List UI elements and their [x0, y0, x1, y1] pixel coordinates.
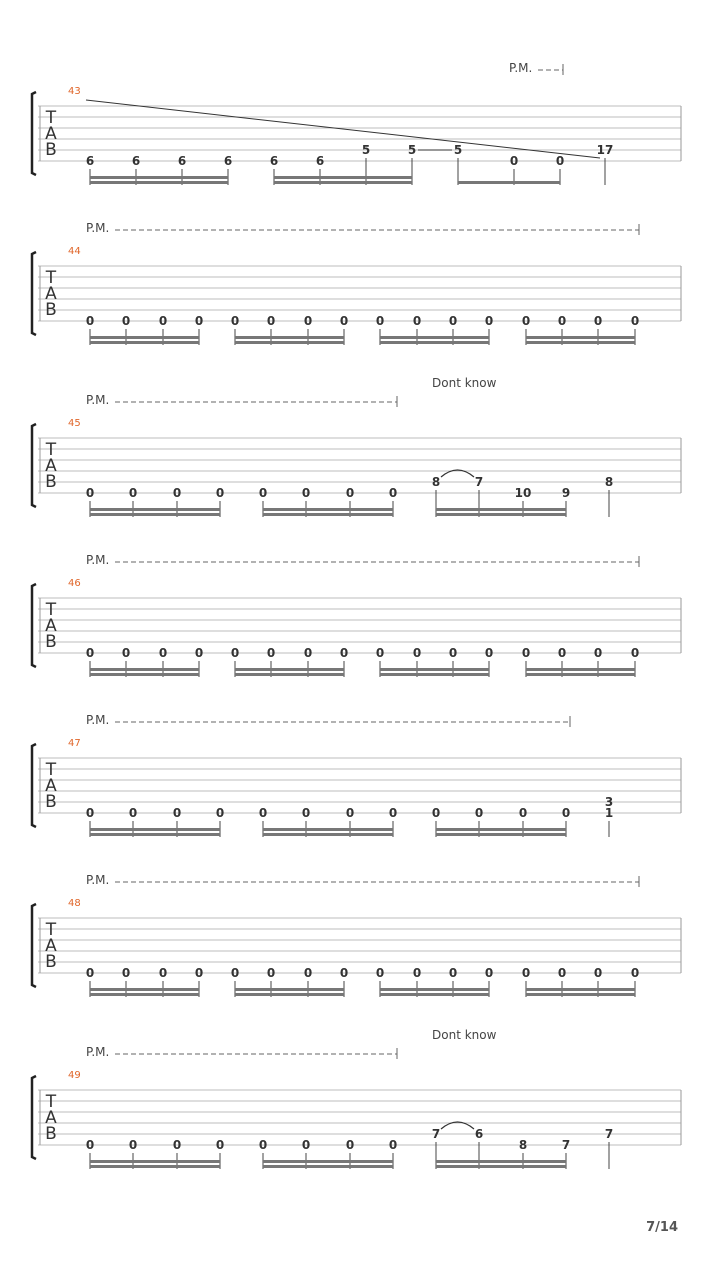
fret-number: 0 [230, 966, 240, 980]
fret-number: 0 [301, 1138, 311, 1152]
fret-number: 0 [303, 646, 313, 660]
fret-number: 0 [630, 314, 640, 328]
tab-clef-letter: A [45, 1108, 57, 1128]
fret-number: 0 [85, 486, 95, 500]
fret-number: 7 [474, 475, 484, 489]
fret-number: 0 [484, 314, 494, 328]
note-beam [263, 833, 393, 836]
slide-line [86, 100, 600, 158]
fret-number: 0 [339, 314, 349, 328]
note-beam [90, 993, 199, 996]
fret-number: 0 [375, 646, 385, 660]
system-bracket [32, 1076, 36, 1159]
measure-number: 49 [68, 1070, 81, 1081]
note-beam [235, 336, 344, 339]
tab-clef-letter: B [45, 472, 57, 492]
note-beam [458, 181, 560, 184]
fret-number: 6 [223, 154, 233, 168]
fret-number: 0 [266, 966, 276, 980]
fret-number: 0 [172, 806, 182, 820]
fret-number: 0 [303, 966, 313, 980]
fret-number: 0 [448, 966, 458, 980]
tab-clef-letter: A [45, 936, 57, 956]
note-beam [235, 668, 344, 671]
fret-number: 0 [521, 314, 531, 328]
fret-number: 0 [258, 806, 268, 820]
measure-number: 48 [68, 898, 81, 909]
fret-number: 0 [85, 1138, 95, 1152]
fret-number: 0 [230, 314, 240, 328]
note-beam [526, 341, 635, 344]
note-beam [90, 988, 199, 991]
tab-clef-letter: A [45, 284, 57, 304]
fret-number: 0 [194, 646, 204, 660]
note-beam [235, 993, 344, 996]
fret-number: 8 [518, 1138, 528, 1152]
palm-mute-label: P.M. [86, 1045, 110, 1059]
note-beam [436, 828, 566, 831]
note-beam [526, 668, 635, 671]
system-bracket [32, 424, 36, 507]
note-beam [90, 341, 199, 344]
fret-number: 1 [604, 806, 614, 820]
fret-number: 0 [301, 806, 311, 820]
fret-number: 0 [431, 806, 441, 820]
fret-number: 0 [128, 486, 138, 500]
fret-number: 8 [604, 475, 614, 489]
tab-clef-letter: T [45, 920, 57, 940]
fret-number: 0 [448, 646, 458, 660]
note-beam [380, 673, 489, 676]
note-beam [380, 341, 489, 344]
tab-clef-letter: T [45, 108, 57, 128]
fret-number: 0 [412, 314, 422, 328]
tab-clef-letter: B [45, 140, 57, 160]
fret-number: 0 [557, 646, 567, 660]
fret-number: 0 [121, 314, 131, 328]
note-beam [526, 673, 635, 676]
fret-number: 0 [128, 806, 138, 820]
note-beam [274, 176, 412, 179]
tab-clef-letter: A [45, 124, 57, 144]
note-beam [526, 988, 635, 991]
note-beam [380, 668, 489, 671]
fret-number: 6 [315, 154, 325, 168]
fret-number: 0 [561, 806, 571, 820]
note-beam [90, 668, 199, 671]
palm-mute-label: P.M. [509, 61, 533, 75]
note-beam [90, 673, 199, 676]
note-beam [380, 993, 489, 996]
tab-clef-letter: T [45, 760, 57, 780]
tab-clef-letter: A [45, 776, 57, 796]
fret-number: 0 [593, 646, 603, 660]
palm-mute-label: P.M. [86, 713, 110, 727]
note-beam [526, 993, 635, 996]
fret-number: 0 [258, 486, 268, 500]
palm-mute-label: P.M. [86, 393, 110, 407]
measure-number: 45 [68, 418, 81, 429]
measure-number: 43 [68, 86, 81, 97]
fret-number: 0 [484, 646, 494, 660]
page-number: 7/14 [646, 1220, 678, 1235]
fret-number: 0 [215, 806, 225, 820]
measure-number: 46 [68, 578, 81, 589]
fret-number: 5 [407, 143, 417, 157]
fret-number: 7 [604, 1127, 614, 1141]
fret-number: 6 [269, 154, 279, 168]
note-beam [380, 988, 489, 991]
fret-number: 0 [557, 966, 567, 980]
fret-number: 7 [431, 1127, 441, 1141]
fret-number: 0 [339, 966, 349, 980]
fret-number: 0 [521, 646, 531, 660]
fret-number: 0 [121, 966, 131, 980]
note-beam [436, 1160, 566, 1163]
palm-mute-label: P.M. [86, 873, 110, 887]
fret-number: 0 [345, 806, 355, 820]
fret-number: 0 [388, 806, 398, 820]
fret-number: 0 [194, 314, 204, 328]
note-beam [235, 341, 344, 344]
tab-clef-letter: A [45, 616, 57, 636]
note-beam [235, 988, 344, 991]
system-bracket [32, 92, 36, 175]
fret-number: 0 [557, 314, 567, 328]
tab-clef-letter: T [45, 440, 57, 460]
fret-number: 10 [514, 486, 532, 500]
fret-number: 0 [412, 646, 422, 660]
fret-number: 0 [412, 966, 422, 980]
fret-number: 0 [345, 486, 355, 500]
fret-number: 0 [215, 1138, 225, 1152]
fret-number: 0 [484, 966, 494, 980]
system-bracket [32, 252, 36, 335]
fret-number: 6 [177, 154, 187, 168]
note-beam [90, 508, 220, 511]
note-beam [380, 336, 489, 339]
note-beam [90, 1160, 220, 1163]
tab-clef-letter: T [45, 600, 57, 620]
fret-number: 0 [85, 646, 95, 660]
note-beam [90, 181, 228, 184]
note-beam [90, 336, 199, 339]
note-beam [90, 828, 220, 831]
fret-number: 0 [128, 1138, 138, 1152]
fret-number: 0 [85, 966, 95, 980]
note-beam [90, 176, 228, 179]
fret-number: 0 [172, 1138, 182, 1152]
fret-number: 0 [345, 1138, 355, 1152]
note-beam [90, 1165, 220, 1168]
tab-clef-letter: T [45, 268, 57, 288]
note-beam [90, 833, 220, 836]
fret-number: 0 [448, 314, 458, 328]
note-beam [436, 1165, 566, 1168]
fret-number: 6 [474, 1127, 484, 1141]
note-beam [263, 1165, 393, 1168]
tab-clef-letter: B [45, 1124, 57, 1144]
annotation-text: Dont know [432, 376, 497, 390]
fret-number: 0 [266, 314, 276, 328]
tab-clef-letter: B [45, 632, 57, 652]
fret-number: 0 [518, 806, 528, 820]
note-beam [263, 828, 393, 831]
fret-number: 0 [339, 646, 349, 660]
measure-number: 44 [68, 246, 81, 257]
tab-clef-letter: B [45, 300, 57, 320]
measure-number: 47 [68, 738, 81, 749]
fret-number: 17 [596, 143, 614, 157]
fret-number: 0 [158, 646, 168, 660]
fret-number: 6 [131, 154, 141, 168]
note-beam [274, 181, 412, 184]
note-beam [90, 513, 220, 516]
fret-number: 0 [509, 154, 519, 168]
fret-number: 0 [194, 966, 204, 980]
tab-clef-letter: A [45, 456, 57, 476]
fret-number: 8 [431, 475, 441, 489]
tab-clef-letter: B [45, 952, 57, 972]
fret-number: 0 [301, 486, 311, 500]
fret-number: 0 [158, 966, 168, 980]
palm-mute-label: P.M. [86, 221, 110, 235]
system-bracket [32, 584, 36, 667]
note-beam [263, 508, 393, 511]
note-beam [526, 336, 635, 339]
tab-clef-letter: T [45, 1092, 57, 1112]
fret-number: 0 [303, 314, 313, 328]
fret-number: 0 [593, 314, 603, 328]
fret-number: 0 [474, 806, 484, 820]
fret-number: 0 [85, 314, 95, 328]
fret-number: 5 [361, 143, 371, 157]
fret-number: 0 [521, 966, 531, 980]
note-beam [263, 1160, 393, 1163]
fret-number: 7 [561, 1138, 571, 1152]
fret-number: 0 [375, 966, 385, 980]
annotation-text: Dont know [432, 1028, 497, 1042]
system-bracket [32, 744, 36, 827]
fret-number: 0 [158, 314, 168, 328]
fret-number: 9 [561, 486, 571, 500]
fret-number: 0 [555, 154, 565, 168]
fret-number: 0 [230, 646, 240, 660]
fret-number: 0 [266, 646, 276, 660]
tab-clef-letter: B [45, 792, 57, 812]
fret-number: 0 [258, 1138, 268, 1152]
fret-number: 5 [453, 143, 463, 157]
fret-number: 0 [593, 966, 603, 980]
fret-number: 3 [604, 795, 614, 809]
note-beam [436, 508, 566, 511]
fret-number: 0 [630, 966, 640, 980]
note-beam [263, 513, 393, 516]
fret-number: 0 [630, 646, 640, 660]
fret-number: 6 [85, 154, 95, 168]
note-beam [436, 833, 566, 836]
palm-mute-label: P.M. [86, 553, 110, 567]
note-beam [235, 673, 344, 676]
fret-number: 0 [172, 486, 182, 500]
note-beam [436, 513, 566, 516]
fret-number: 0 [85, 806, 95, 820]
fret-number: 0 [375, 314, 385, 328]
system-bracket [32, 904, 36, 987]
fret-number: 0 [388, 486, 398, 500]
fret-number: 0 [121, 646, 131, 660]
fret-number: 0 [388, 1138, 398, 1152]
fret-number: 0 [215, 486, 225, 500]
